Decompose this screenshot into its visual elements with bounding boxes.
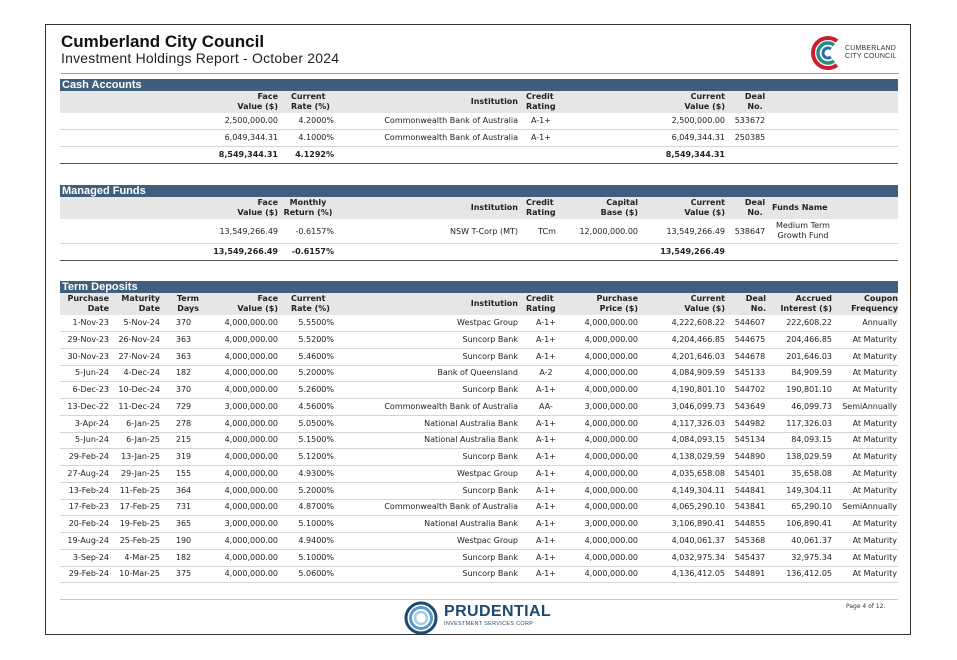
cell-days: 182 xyxy=(175,368,192,378)
cell-rate: 4.1000% xyxy=(298,133,334,142)
cell-days: 729 xyxy=(175,401,192,411)
col-current-rate: Current Rate (%) xyxy=(291,92,330,111)
cell-pdate: 29-Nov-23 xyxy=(67,334,109,344)
cell-inst: Commonwealth Bank of Australia xyxy=(384,502,518,512)
cell-freq: At Maturity xyxy=(852,385,897,394)
cell-freq: Annually xyxy=(862,318,897,327)
cell-face: 4,000,000.00 xyxy=(224,535,278,545)
prudential-logo-icon xyxy=(404,601,438,635)
cell-pdate: 6-Dec-23 xyxy=(72,385,109,394)
cell-freq: At Maturity xyxy=(852,368,897,378)
cell-cur: 4,204,466.85 xyxy=(671,334,725,344)
cell-face: 4,000,000.00 xyxy=(224,351,278,361)
cell-mdate: 13-Jan-25 xyxy=(121,452,160,461)
cell-rate: 4.9300% xyxy=(298,468,334,478)
cell-face: 4,000,000.00 xyxy=(224,334,278,344)
cumberland-logo xyxy=(809,34,899,74)
cell-inst: National Australia Bank xyxy=(424,418,518,428)
cell-mdate: 5-Nov-24 xyxy=(123,318,160,327)
cell-credit: A-1+ xyxy=(536,452,556,461)
cell-rate: 5.2000% xyxy=(298,485,334,495)
cell-price: 4,000,000.00 xyxy=(584,569,638,579)
cell-days: 155 xyxy=(175,468,192,478)
col-funds-name: Funds Name xyxy=(772,203,828,212)
cell-inst: Suncorp Bank xyxy=(462,485,518,495)
cell-mdate: 11-Feb-25 xyxy=(119,485,160,495)
col-institution: Institution xyxy=(470,203,518,212)
cell-price: 4,000,000.00 xyxy=(584,435,638,445)
cell-face: 4,000,000.00 xyxy=(224,552,278,562)
cell-pdate: 13-Feb-24 xyxy=(68,485,109,495)
cell-deal: 544890 xyxy=(734,452,766,461)
page-number: Page 4 of 12. xyxy=(846,603,886,610)
report-subtitle: Investment Holdings Report - October 2024 xyxy=(61,50,340,66)
col-term-days: Term Days xyxy=(176,294,199,313)
cell-pdate: 5-Jun-24 xyxy=(75,435,109,445)
cell-rate: 4.5600% xyxy=(298,401,334,411)
cell-deal: 545437 xyxy=(734,552,766,562)
cell-deal: 544607 xyxy=(734,318,766,327)
cell-rate: 5.5200% xyxy=(298,334,334,344)
cell-mdate: 10-Dec-24 xyxy=(118,385,160,394)
cell-freq: At Maturity xyxy=(852,334,897,344)
cell-pdate: 29-Feb-24 xyxy=(68,452,109,461)
cell-current: 6,049,344.31 xyxy=(671,133,725,142)
cell-freq: At Maturity xyxy=(852,552,897,562)
cell-deal: 544841 xyxy=(734,485,766,495)
cell-price: 4,000,000.00 xyxy=(584,418,638,428)
cell-int: 138,029.59 xyxy=(786,452,832,461)
cell-cur: 4,138,029.59 xyxy=(671,452,725,461)
cell-deal: 544702 xyxy=(734,385,766,394)
cell-inst: Bank of Queensland xyxy=(437,368,518,378)
cell-mdate: 27-Nov-24 xyxy=(118,351,160,361)
cell-credit: A-1+ xyxy=(536,351,556,361)
col-institution: Institution xyxy=(470,299,518,308)
prudential-brand: PRUDENTIAL xyxy=(444,603,552,620)
cell-credit: A-1+ xyxy=(536,502,556,512)
cell-face: 4,000,000.00 xyxy=(224,435,278,445)
cell-cur: 4,222,608.22 xyxy=(671,318,725,327)
cell-deal: 545133 xyxy=(734,368,766,378)
cell-days: 190 xyxy=(175,535,192,545)
col-face-value: Face Value ($) xyxy=(237,198,278,217)
cell-freq: SemiAnnually xyxy=(842,401,897,411)
footer-divider xyxy=(60,599,898,600)
cell-credit: A-1+ xyxy=(536,418,556,428)
cell-price: 3,000,000.00 xyxy=(584,401,638,411)
cell-cur: 3,106,890.41 xyxy=(671,519,725,528)
cell-face: 4,000,000.00 xyxy=(224,452,278,461)
table-row xyxy=(60,130,898,147)
col-deal-no: Deal No. xyxy=(744,198,766,217)
table-row xyxy=(60,449,898,466)
table-row xyxy=(60,315,898,332)
section-cash-accounts: Cash Accounts xyxy=(60,79,898,91)
cell-inst: Westpac Group xyxy=(457,535,518,545)
cell-int: 32,975.34 xyxy=(791,552,832,562)
cell-inst: Suncorp Bank xyxy=(462,552,518,562)
cell-deal: 544675 xyxy=(734,334,766,344)
cell-cur: 4,136,412.05 xyxy=(671,569,725,579)
table-row xyxy=(60,483,898,500)
cell-mdate: 11-Dec-24 xyxy=(118,401,160,411)
col-monthly-return: Monthly Return (%) xyxy=(283,198,333,217)
cell-pdate: 17-Feb-23 xyxy=(68,502,109,512)
cell-credit: A-1+ xyxy=(536,552,556,562)
col-capital-base: Capital Base ($) xyxy=(600,198,638,217)
cell-int: 136,412.05 xyxy=(786,569,832,579)
managed-table-header xyxy=(60,197,898,219)
cell-days: 182 xyxy=(175,552,192,562)
col-current-value: Current Value ($) xyxy=(684,92,725,111)
cell-credit: A-1+ xyxy=(536,385,556,394)
cell-int: 46,099.73 xyxy=(791,401,832,411)
cell-cur: 4,149,304.11 xyxy=(671,485,725,495)
cell-freq: At Maturity xyxy=(852,435,897,445)
cell-credit: AA- xyxy=(539,401,553,411)
table-row xyxy=(60,533,898,550)
cell-credit: A-1+ xyxy=(536,569,556,579)
cell-cur: 4,065,290.10 xyxy=(671,502,725,512)
cell-total-current: 13,549,266.49 xyxy=(660,247,725,256)
cell-int: 84,909.59 xyxy=(791,368,832,378)
cell-credit: A-1+ xyxy=(536,485,556,495)
cell-face: 4,000,000.00 xyxy=(224,418,278,428)
cell-inst: National Australia Bank xyxy=(424,519,518,528)
cell-days: 370 xyxy=(175,318,192,327)
cell-price: 4,000,000.00 xyxy=(584,368,638,378)
cell-pdate: 19-Aug-24 xyxy=(67,535,109,545)
cell-credit: A-1+ xyxy=(536,468,556,478)
cell-pdate: 1-Nov-23 xyxy=(72,318,109,327)
cell-institution: NSW T-Corp (MT) xyxy=(450,227,518,236)
cell-mdate: 4-Mar-25 xyxy=(124,552,160,562)
cell-int: 204,466.85 xyxy=(786,334,832,344)
cash-total-row xyxy=(60,147,898,164)
cell-freq: At Maturity xyxy=(852,519,897,528)
cell-price: 4,000,000.00 xyxy=(584,351,638,361)
table-row xyxy=(60,432,898,449)
cell-cur: 4,035,658.08 xyxy=(671,468,725,478)
cell-deal: 538647 xyxy=(734,227,766,236)
cell-credit: A-1+ xyxy=(536,318,556,327)
cell-credit: A-1+ xyxy=(536,535,556,545)
col-face-value: Face Value ($) xyxy=(237,294,278,313)
table-row xyxy=(60,349,898,366)
cell-pdate: 30-Nov-23 xyxy=(67,351,109,361)
cell-face: 2,500,000.00 xyxy=(224,116,278,125)
cell-days: 731 xyxy=(175,502,192,512)
cell-face: 4,000,000.00 xyxy=(224,385,278,394)
cell-rate: 5.4600% xyxy=(298,351,334,361)
cell-days: 375 xyxy=(175,569,192,579)
cell-cur: 4,084,909.59 xyxy=(671,368,725,378)
col-current-value: Current Value ($) xyxy=(684,294,725,313)
cell-rate: 5.1000% xyxy=(298,519,334,528)
cell-face: 6,049,344.31 xyxy=(224,133,278,142)
table-row xyxy=(60,566,898,583)
cell-deal: 533672 xyxy=(734,116,766,125)
col-purchase-date: Purchase Date xyxy=(67,294,109,313)
cell-deal: 543649 xyxy=(734,401,766,411)
cell-inst: Suncorp Bank xyxy=(462,351,518,361)
cell-freq: At Maturity xyxy=(852,351,897,361)
table-row xyxy=(60,550,898,567)
cell-deal: 544855 xyxy=(734,519,766,528)
col-credit-rating: Credit Rating xyxy=(526,294,556,313)
report-title: Cumberland City Council xyxy=(61,32,265,51)
cell-price: 4,000,000.00 xyxy=(584,502,638,512)
cell-face: 13,549,266.49 xyxy=(219,227,278,236)
cell-cur: 4,201,646.03 xyxy=(671,351,725,361)
cell-pdate: 13-Dec-22 xyxy=(67,401,109,411)
col-face-value: Face Value ($) xyxy=(237,92,278,111)
managed-total-row xyxy=(60,244,898,261)
cell-price: 4,000,000.00 xyxy=(584,452,638,461)
cell-mdate: 17-Feb-25 xyxy=(119,502,160,512)
cell-days: 319 xyxy=(175,452,192,461)
cell-cur: 4,190,801.10 xyxy=(671,385,725,394)
cell-face: 4,000,000.00 xyxy=(224,368,278,378)
cell-institution: Commonwealth Bank of Australia xyxy=(384,116,518,125)
cell-days: 363 xyxy=(175,334,192,344)
cell-price: 4,000,000.00 xyxy=(584,535,638,545)
col-coupon-frequency: Coupon Frequency xyxy=(851,294,898,313)
col-deal-no: Deal No. xyxy=(744,92,766,111)
col-credit-rating: Credit Rating xyxy=(526,92,556,111)
table-row xyxy=(60,332,898,349)
cell-mdate: 10-Mar-25 xyxy=(119,569,160,579)
report-page xyxy=(45,24,911,635)
cell-return: -0.6157% xyxy=(295,227,334,236)
cell-int: 65,290.10 xyxy=(791,502,832,512)
cell-cur: 3,046,099.73 xyxy=(671,401,725,411)
cell-rate: 5.2000% xyxy=(298,368,334,378)
cell-days: 363 xyxy=(175,351,192,361)
cell-total-current: 8,549,344.31 xyxy=(665,150,725,159)
cell-total-face: 13,549,266.49 xyxy=(213,247,278,256)
cell-cur: 4,032,975.34 xyxy=(671,552,725,562)
cell-rate: 4.9400% xyxy=(298,535,334,545)
cell-pdate: 27-Aug-24 xyxy=(67,468,109,478)
cell-credit: A-1+ xyxy=(536,435,556,445)
logo-text-line1: CUMBERLAND xyxy=(845,45,897,52)
cell-inst: Westpac Group xyxy=(457,318,518,327)
cell-inst: Suncorp Bank xyxy=(462,334,518,344)
cell-mdate: 6-Jan-25 xyxy=(126,435,160,445)
cell-rate: 5.0600% xyxy=(298,569,334,579)
cell-face: 4,000,000.00 xyxy=(224,468,278,478)
cell-mdate: 6-Jan-25 xyxy=(126,418,160,428)
table-row xyxy=(60,499,898,516)
cell-price: 4,000,000.00 xyxy=(584,385,638,394)
col-current-value: Current Value ($) xyxy=(684,198,725,217)
cell-cur: 4,117,326.03 xyxy=(671,418,725,428)
cell-inst: Commonwealth Bank of Australia xyxy=(384,401,518,411)
cell-deal: 545401 xyxy=(734,468,766,478)
cell-rate: 5.1000% xyxy=(298,552,334,562)
cell-credit: A-1+ xyxy=(536,519,556,528)
cell-freq: At Maturity xyxy=(852,418,897,428)
col-current-rate: Current Rate (%) xyxy=(291,294,330,313)
cell-credit: TCm xyxy=(538,227,556,236)
cell-total-face: 8,549,344.31 xyxy=(218,150,278,159)
cell-inst: Suncorp Bank xyxy=(462,452,518,461)
cell-current: 13,549,266.49 xyxy=(666,227,725,236)
cell-face: 4,000,000.00 xyxy=(224,569,278,579)
cell-deal: 545368 xyxy=(734,535,766,545)
cell-rate: 5.5500% xyxy=(298,318,334,327)
cell-deal: 544982 xyxy=(734,418,766,428)
cell-deal: 544891 xyxy=(734,569,766,579)
cell-pdate: 3-Sep-24 xyxy=(72,552,109,562)
cell-total-rate: 4.1292% xyxy=(295,150,334,159)
cell-deal: 545134 xyxy=(734,435,766,445)
table-row xyxy=(60,466,898,483)
cell-freq: At Maturity xyxy=(852,452,897,461)
cell-pdate: 29-Feb-24 xyxy=(68,569,109,579)
cell-cur: 4,084,093.15 xyxy=(671,435,725,445)
col-deal-no: Deal No. xyxy=(745,294,766,313)
cell-freq: At Maturity xyxy=(852,485,897,495)
col-credit-rating: Credit Rating xyxy=(526,198,556,217)
cell-pdate: 20-Feb-24 xyxy=(68,519,109,528)
cell-face: 4,000,000.00 xyxy=(224,502,278,512)
cell-price: 4,000,000.00 xyxy=(584,552,638,562)
cell-institution: Commonwealth Bank of Australia xyxy=(384,133,518,142)
cell-mdate: 29-Jan-25 xyxy=(121,468,160,478)
cell-cur: 4,040,061.37 xyxy=(671,535,725,545)
col-institution: Institution xyxy=(470,97,518,106)
table-row xyxy=(60,382,898,399)
table-row xyxy=(60,365,898,382)
cell-int: 40,061.37 xyxy=(791,535,832,545)
table-row xyxy=(60,416,898,433)
cell-days: 278 xyxy=(175,418,192,428)
cell-mdate: 26-Nov-24 xyxy=(118,334,160,344)
cell-days: 215 xyxy=(175,435,192,445)
cumberland-logo-icon xyxy=(809,34,843,72)
section-term-deposits: Term Deposits xyxy=(60,281,898,293)
table-row xyxy=(60,113,898,130)
cell-credit: A-2 xyxy=(539,368,553,378)
cell-rate: 5.0500% xyxy=(298,418,334,428)
cell-price: 3,000,000.00 xyxy=(584,519,638,528)
cell-face: 3,000,000.00 xyxy=(224,519,278,528)
table-row xyxy=(60,399,898,416)
cell-mdate: 4-Dec-24 xyxy=(123,368,160,378)
cell-face: 4,000,000.00 xyxy=(224,485,278,495)
cell-inst: National Australia Bank xyxy=(424,435,518,445)
cell-inst: Suncorp Bank xyxy=(462,385,518,394)
cell-price: 4,000,000.00 xyxy=(584,485,638,495)
cell-price: 4,000,000.00 xyxy=(584,468,638,478)
cell-current: 2,500,000.00 xyxy=(671,116,725,125)
col-purchase-price: Purchase Price ($) xyxy=(596,294,638,313)
cell-rate: 5.1200% xyxy=(298,452,334,461)
cell-face: 3,000,000.00 xyxy=(224,401,278,411)
cell-int: 106,890.41 xyxy=(786,519,832,528)
header-divider xyxy=(61,73,899,74)
cell-int: 117,326.03 xyxy=(786,418,832,428)
prudential-logo xyxy=(404,601,554,635)
cell-freq: At Maturity xyxy=(852,535,897,545)
cell-deal: 544678 xyxy=(734,351,766,361)
cell-freq: At Maturity xyxy=(852,569,897,579)
cell-rate: 5.2600% xyxy=(298,385,334,394)
col-maturity-date: Maturity Date xyxy=(121,294,160,313)
col-accrued-interest: Accrued Interest ($) xyxy=(780,294,832,313)
cell-rate: 4.2000% xyxy=(298,116,334,125)
cell-rate: 5.1500% xyxy=(298,435,334,445)
cell-inst: Westpac Group xyxy=(457,468,518,478)
cell-rate: 4.8700% xyxy=(298,502,334,512)
cell-deal: 543841 xyxy=(734,502,766,512)
cell-credit: A-1+ xyxy=(531,133,551,142)
logo-text-line2: CITY COUNCIL xyxy=(845,53,897,60)
cell-fund-name: Medium Term Growth Fund xyxy=(776,221,830,240)
cell-pdate: 3-Apr-24 xyxy=(74,418,109,428)
cell-deal: 250385 xyxy=(734,133,766,142)
cell-freq: SemiAnnually xyxy=(842,502,897,512)
cell-int: 201,646.03 xyxy=(786,351,832,361)
cell-mdate: 25-Feb-25 xyxy=(119,535,160,545)
cell-capital: 12,000,000.00 xyxy=(579,227,638,236)
cell-days: 370 xyxy=(175,385,192,394)
cell-inst: Suncorp Bank xyxy=(462,569,518,579)
term-table-header xyxy=(60,293,898,315)
cell-face: 4,000,000.00 xyxy=(224,318,278,327)
table-row xyxy=(60,516,898,533)
cell-int: 84,093.15 xyxy=(791,435,832,445)
cell-pdate: 5-Jun-24 xyxy=(75,368,109,378)
cash-table-header xyxy=(60,91,898,113)
cell-int: 35,658.08 xyxy=(791,468,832,478)
cell-credit: A-1+ xyxy=(536,334,556,344)
cell-mdate: 19-Feb-25 xyxy=(119,519,160,528)
cell-freq: At Maturity xyxy=(852,468,897,478)
cell-price: 4,000,000.00 xyxy=(584,334,638,344)
table-row xyxy=(60,219,898,244)
cell-days: 365 xyxy=(175,519,192,528)
section-managed-funds: Managed Funds xyxy=(60,185,898,197)
cell-int: 149,304.11 xyxy=(786,485,832,495)
cell-int: 190,801.10 xyxy=(786,385,832,394)
cell-int: 222,608.22 xyxy=(786,318,832,327)
prudential-brand-sub: INVESTMENT SERVICES CORP xyxy=(444,621,534,627)
cell-total-return: -0.6157% xyxy=(291,247,334,256)
cell-credit: A-1+ xyxy=(531,116,551,125)
cell-price: 4,000,000.00 xyxy=(584,318,638,327)
cell-days: 364 xyxy=(175,485,192,495)
